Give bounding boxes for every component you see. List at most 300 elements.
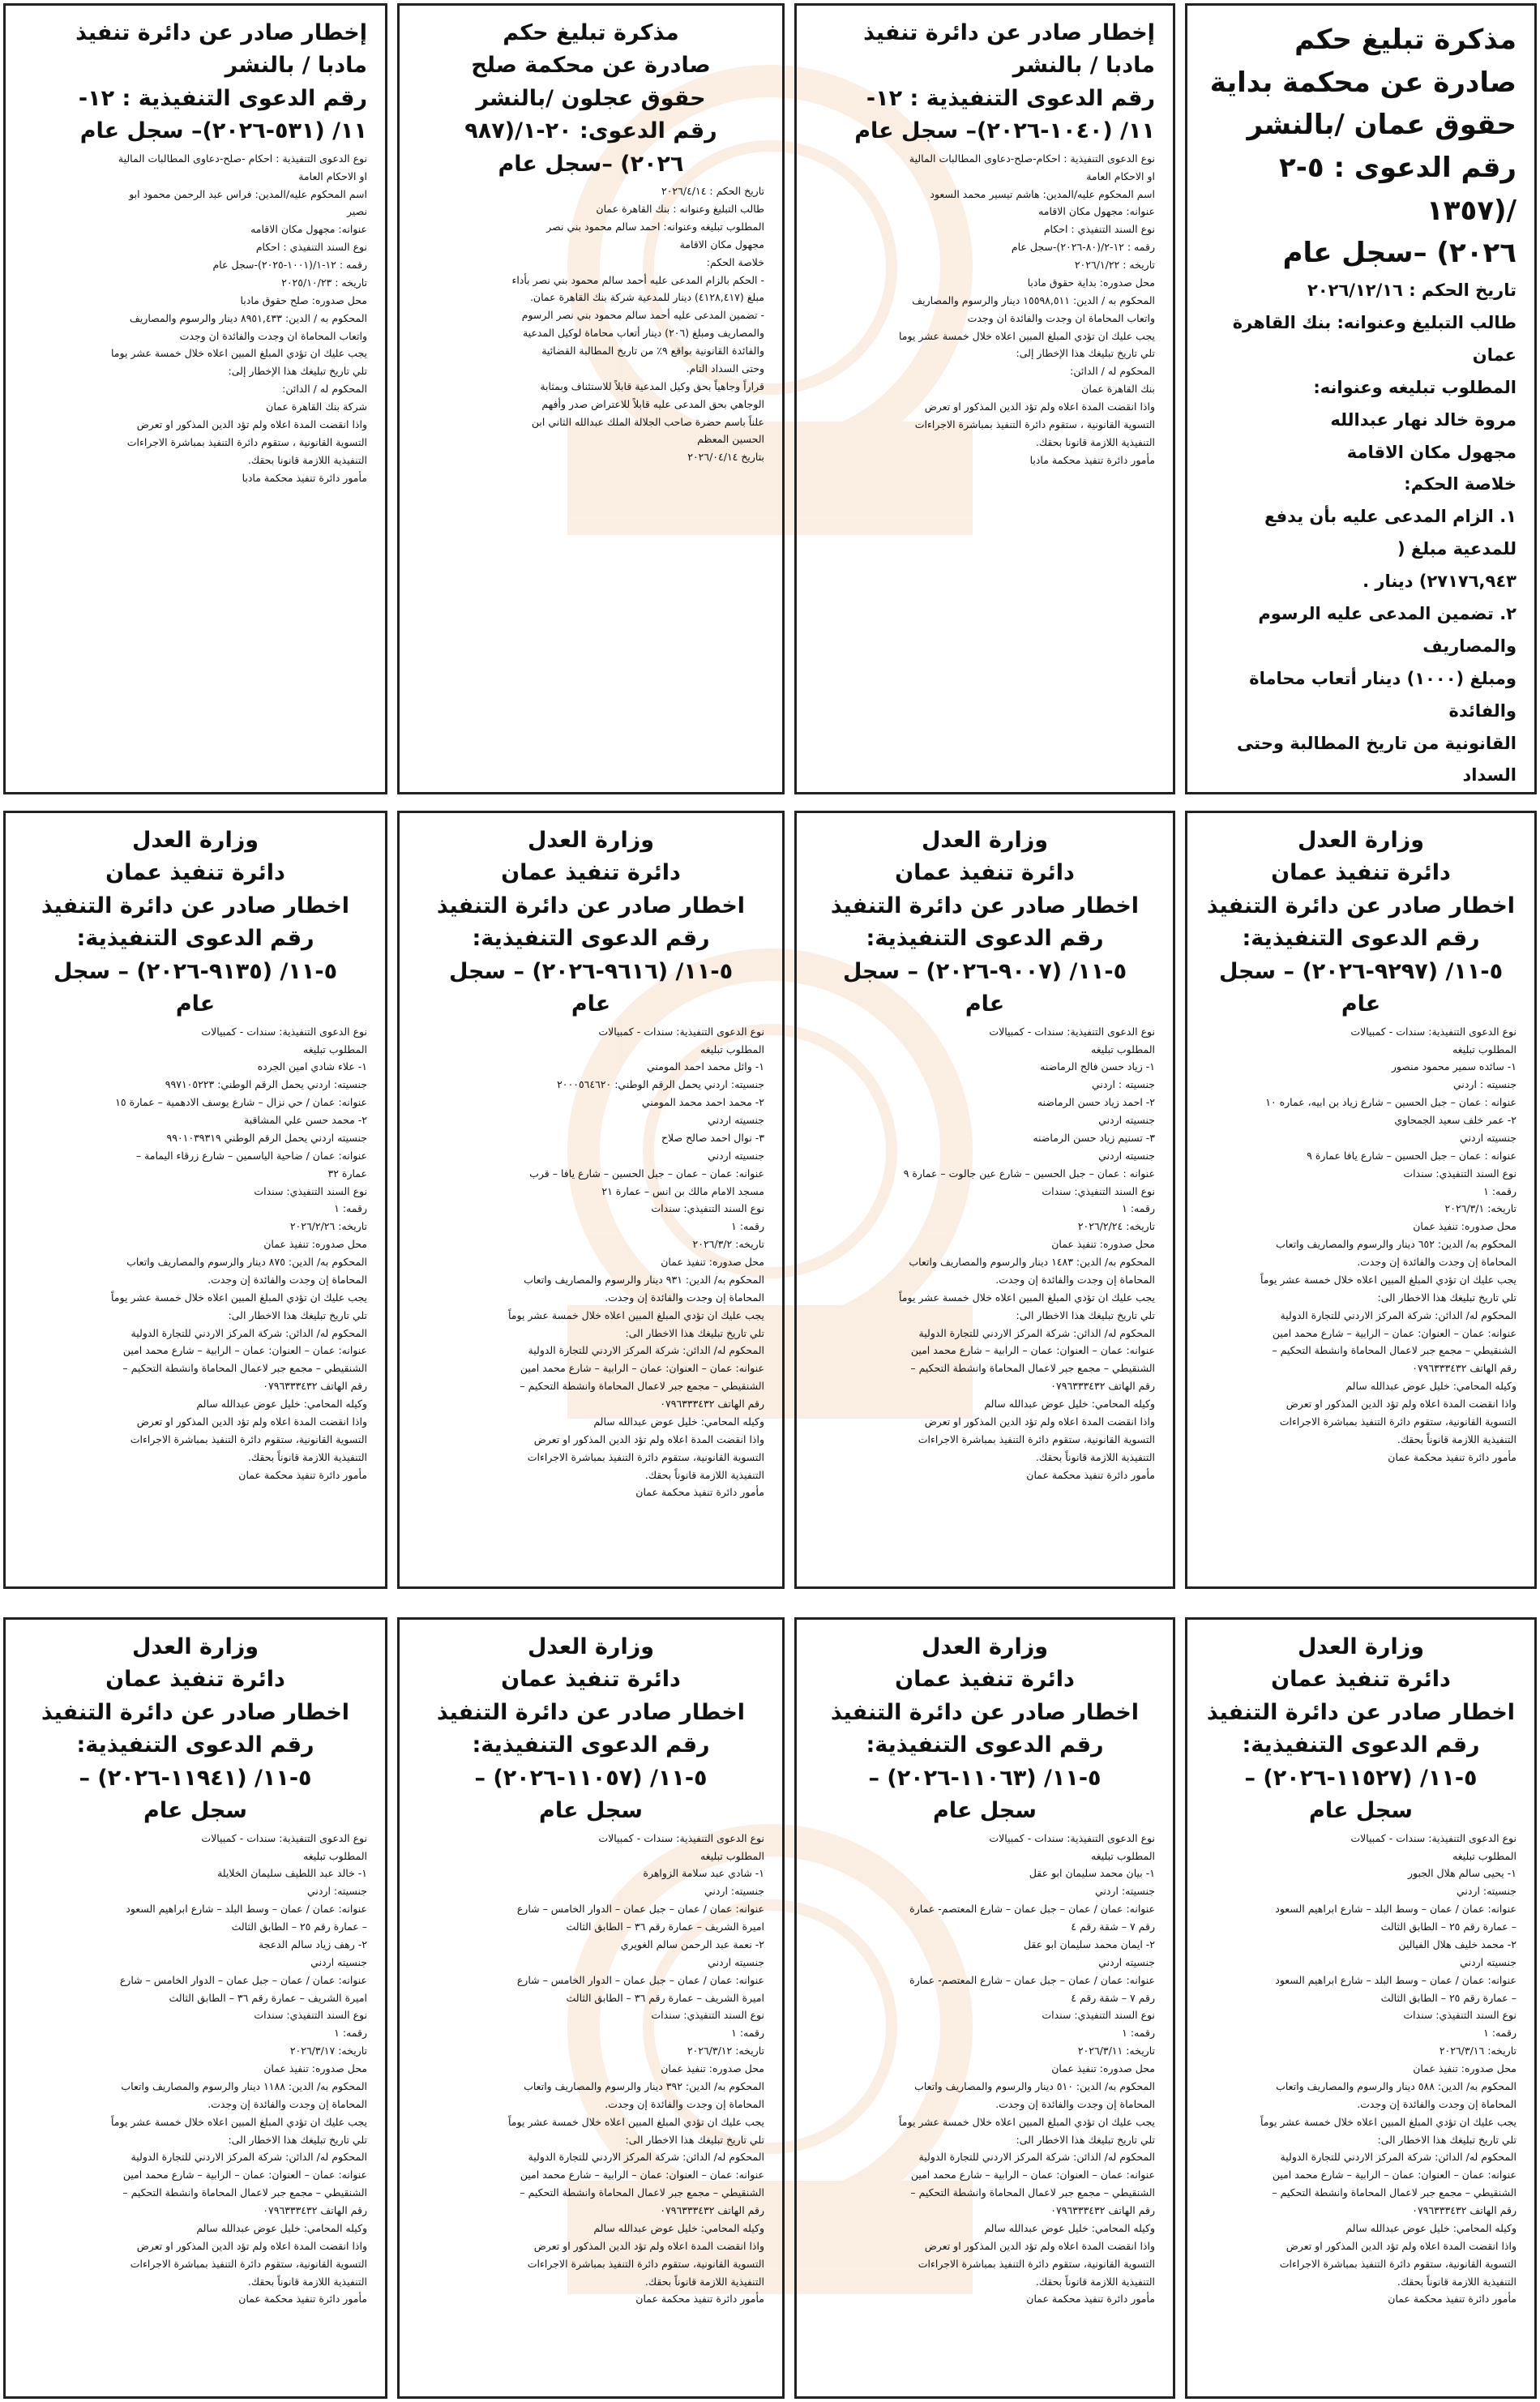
court-notice-8 (3, 811, 387, 1589)
headline-line: عام (571, 991, 611, 1017)
body-line: المحكوم به/ الدين: ١١٨٨ دينار والرسوم والمصاريف واتعاب (121, 2079, 367, 2092)
body-line: عنوانه: عمان / عمان – جبل عمان – الدوار الخامس – شارع (516, 1903, 764, 1916)
headline-line: سجل عام (539, 1798, 643, 1824)
body-line: واذا انقضت المدة اعلاه ولم تؤد الدين المذكور او تعرض (533, 1432, 764, 1445)
headline-line: عام (965, 991, 1005, 1017)
body-line: – عمارة رقم ٢٥ – الطابق الثالث (1380, 1920, 1516, 1933)
court-notice-7 (397, 811, 785, 1589)
body-line: نوع السند التنفيذي: سندات (651, 1202, 764, 1215)
body-line: المطلوب تبليغه (1452, 1849, 1516, 1862)
body-line: نوع السند التنفيذي: سندات (1403, 2009, 1516, 2022)
body-line: المحكوم له / الدائن: (1070, 365, 1155, 378)
body-line: المحكوم به / الدين: ١٥٥٩٨,٥١١ دينار والرسوم والمصاريف (912, 293, 1155, 306)
headline-line: ٥-١١/ (٩٦١٦-٢٠٢٦) – سجل (448, 958, 734, 984)
body-line (1205, 792, 1516, 794)
headline-line: اخطار صادر عن دائرة التنفيذ (41, 1699, 350, 1725)
headline-line: مذكرة تبليغ حكم (503, 20, 679, 45)
headline-line: وزارة العدل (131, 828, 259, 853)
body-line: نوع الدعوى التنفيذية: سندات - كمبيالات (201, 1025, 367, 1038)
headline-line: ٥-١١/ (١١٠٦٣-٢٠٢٦) – (868, 1765, 1102, 1791)
body-line: رقمه: ١ (1122, 1202, 1155, 1215)
body-line: عنوانه: عمان – العنوان: عمان – الرابية – شارع محمد امين (910, 2169, 1155, 2181)
body-line: نوع الدعوى التنفيذية: سندات - كمبيالات (1350, 1831, 1516, 1844)
body-line: مأمور دائرة تنفيذ محكمة عمان (635, 1486, 764, 1499)
body-line: ومبلغ (١٠٠٠) دينار أتعاب محاماة والفائدة (1249, 668, 1516, 721)
headline-line: وزارة العدل (527, 828, 655, 853)
headline-line: رقم الدعوى: ٢٠-١/(٩٨٧ (464, 118, 717, 144)
headline-line: رقم الدعوى التنفيذية: (866, 926, 1104, 952)
body-line: ٢- محمد حسن علي المشاقبة (243, 1114, 367, 1126)
body-line: وكيله المحامي: خليل عوض عبدالله سالم (984, 1398, 1155, 1410)
headline-line: اخطار صادر عن دائرة التنفيذ (1206, 1699, 1516, 1725)
body-line: رقمه: ١ (334, 1202, 367, 1215)
body-line: التنفيذية اللازمة قانوناً بحقك. (247, 2275, 367, 2288)
body-line: عنوانه: عمان – العنوان: عمان – الرابية – شارع محمد امين (1272, 1326, 1516, 1339)
headline-line: اخطار صادر عن دائرة التنفيذ (436, 893, 746, 918)
notice-headline (24, 19, 367, 147)
body-line: رقمه: ١ (1483, 2027, 1516, 2040)
body-line: نوع السند التنفيذي : احكام (255, 241, 367, 254)
notice-headline (815, 1633, 1155, 1826)
body-line: واذا انقضت المدة اعلاه ولم تؤد الدين المذكور او تعرض (533, 2239, 764, 2252)
body-line: جنسيته: اردني يحمل الرقم الوطني: ٩٩٧١٠٥٢٢٣ (165, 1078, 367, 1091)
body-line: التسوية القانونية، ستقوم دائرة التنفيذ بمباشرة الاجراءات (918, 1432, 1155, 1445)
body-line: ٢٧١٧٦,٩٤٣) دينار . (1362, 572, 1516, 592)
headline-line: وزارة العدل (1297, 1634, 1425, 1659)
body-line: التسوية القانونية، ستقوم دائرة التنفيذ بمباشرة الاجراءات (1279, 1415, 1516, 1428)
body-line: عنوانه : عمان – جبل الحسين – شارع يافا عمارة ٩ (1307, 1149, 1516, 1162)
body-line: رقم الهاتف ٠٧٩٦٣٣٣٤٣٢ (1412, 2204, 1516, 2216)
body-line: التنفيذية اللازمة قانونا بحقك. (247, 453, 367, 466)
body-line: المطلوب تبليغه (303, 1849, 367, 1862)
body-line: المحكوم له / الدائن: (282, 383, 367, 396)
notice-body (24, 1023, 367, 1484)
body-line: وكيله المحامي: خليل عوض عبدالله سالم (196, 1398, 367, 1410)
body-line: المحكوم له/ الدائن: شركة المركز الاردني للتجارة الدولية (918, 2151, 1155, 2164)
body-line: مروة خالد نهار عبدالله (1330, 409, 1516, 430)
body-line: واذا انقضت المدة اعلاه ولم تؤد الدين المذكور او تعرض (136, 1415, 367, 1428)
body-line: اميرة الشريف – عمارة رقم ٣٦ – الطابق الثالث (169, 1991, 367, 2004)
body-line: تاريخه: ٢٠٢٦/٣/١ (1444, 1202, 1516, 1215)
body-line: نوع الدعوى التنفيذية: سندات - كمبيالات (598, 1831, 764, 1844)
headline-line: دائرة تنفيذ عمان (895, 1667, 1075, 1693)
body-line: يجب عليك ان تؤدي المبلغ المبين اعلاه خلال خمسة عشر يوما (111, 347, 367, 360)
notice-body (1205, 1023, 1516, 1466)
body-line: تلي تاريخ تبليغك هذا الاخطار الى: (228, 1308, 367, 1321)
body-line: جنسيته اردني (310, 1955, 367, 1968)
notice-headline (24, 826, 367, 1020)
body-line: التسوية القانونية، ستقوم دائرة التنفيذ بمباشرة الاجراءات (130, 1432, 367, 1445)
body-line: يجب عليك ان تؤدي المبلغ المبين اعلاه خلال خمسة عشر يوماً (508, 2115, 764, 2128)
headline-line: إخطار صادر عن دائرة تنفيذ (75, 20, 367, 45)
body-line: ١- بيان محمد سليمان ابو عقل (1029, 1867, 1155, 1880)
body-line: ١- زياد حسن فالح الرماضنه (1040, 1060, 1155, 1073)
headline-line: اخطار صادر عن دائرة التنفيذ (830, 893, 1140, 918)
notice-headline (1205, 1633, 1516, 1826)
body-line: المحكوم له/ الدائن: شركة المركز الاردني للتجارة الدولية (528, 2151, 764, 2164)
body-line: ١- خالد عبد اللطيف سليمان الخلايلة (217, 1867, 367, 1880)
body-line: المطلوب تبليغه وعنوانه: احمد سالم محمود بني نصر (546, 220, 764, 233)
body-line: يجب عليك ان تؤدي المبلغ المبين اعلاه خلال خمسة عشر يوماً (508, 1308, 764, 1321)
body-line: نوع الدعوى التنفيذية: سندات - كمبيالات (598, 1025, 764, 1038)
body-line: - تضمين المدعى عليه أحمد سالم محمود بني نصر الرسوم (521, 309, 764, 322)
body-line: محل صدوره: تنفيذ عمان (1051, 2062, 1155, 2074)
headline-line: صادرة عن محكمة بداية (1209, 66, 1516, 99)
body-line: نوع الدعوى التنفيذية: سندات - كمبيالات (989, 1025, 1155, 1038)
headline-line: وزارة العدل (527, 1634, 655, 1659)
body-line: ١- سائده سمير محمود منصور (1391, 1060, 1516, 1073)
body-line: عنوانه: عمان – العنوان: عمان – الرابية – شارع محمد امين (910, 1344, 1155, 1357)
body-line: التسوية القانونية، ستقوم دائرة التنفيذ بمباشرة الاجراءات (130, 2257, 367, 2270)
headline-line: دائرة تنفيذ عمان (501, 860, 681, 886)
headline-line: ١١/ (١٠٤٠-٢٠٢٦)– سجل عام (854, 118, 1155, 144)
body-line: واذا انقضت المدة اعلاه ولم تؤد الدين المذكور او تعرض (924, 1415, 1155, 1428)
body-line: يجب عليك ان تؤدي المبلغ المبين اعلاه خلال خمسة عشر يوماً (1260, 1273, 1516, 1286)
body-line: تاريخه : ٢٠٢٦/١/٢٢ (1074, 259, 1155, 271)
body-line: وكيله المحامي: خليل عوض عبدالله سالم (593, 1415, 764, 1428)
body-line: محل صدوره: تنفيذ عمان (1413, 2062, 1516, 2074)
body-line: وكيله المحامي: خليل عوض عبدالله سالم (593, 2221, 764, 2234)
body-line: رقم الهاتف ٠٧٩٦٣٣٣٤٣٢ (660, 1398, 764, 1410)
body-line: ٢- محمد خليف هلال الفيالين (1398, 1937, 1516, 1950)
body-line: تلي تاريخ تبليغك هذا الاخطار الى: (625, 1326, 764, 1339)
body-line: خلاصة الحكم: (706, 255, 764, 268)
body-line: المحكوم به / الدين: ٨٩٥١,٤٣٣ دينار والرسوم والمصاريف (129, 311, 367, 324)
body-line: محل صدوره: تنفيذ عمان (661, 2062, 764, 2074)
body-line: عنوانه: عمان – العنوان: عمان – الرابية – شارع محمد امين (122, 1344, 367, 1357)
headline-line: رقم الدعوى التنفيذية: (472, 926, 710, 952)
body-line: عنوانه: عمان – العنوان: عمان – الرابية – شارع محمد امين (520, 2169, 764, 2181)
body-line: المحكوم به/ الدين: ٥٨٨ دينار والرسوم والمصاريف واتعاب (1276, 2079, 1516, 2092)
body-line: المحاماة إن وجدت والفائدة إن وجدت. (1357, 1256, 1516, 1268)
notice-body (1205, 1830, 1516, 2309)
notice-body (815, 150, 1155, 469)
body-line: المحاماة إن وجدت والفائدة إن وجدت. (995, 1273, 1155, 1286)
court-notice-4 (3, 3, 387, 794)
body-line: واذا انقضت المدة اعلاه ولم تؤد الدين المذكور او تعرض (924, 2239, 1155, 2252)
body-line: رقم الهاتف ٠٧٩٦٣٣٣٤٣٢ (263, 1380, 367, 1393)
body-line: يجب عليك ان تؤدي المبلغ المبين اعلاه خلال خمسة عشر يوماً (1260, 2115, 1516, 2128)
body-line: عنوانه: عمان / ضاحية الياسمين – شارع زرقاء اليمامة – (135, 1149, 367, 1162)
court-notice-2 (794, 3, 1175, 794)
body-line: تلي تاريخ تبليغك هذا الاخطار الى: (625, 2133, 764, 2146)
body-line: عنوانه: عمان – العنوان: عمان – الرابية – شارع محمد امين (122, 2169, 367, 2181)
headline-line: مادبا / بالنشر (1012, 53, 1155, 79)
body-line: يجب عليك ان تؤدي المبلغ المبين اعلاه خلال خمسة عشر يوماً (899, 2115, 1155, 2128)
court-notice-1 (1185, 3, 1537, 794)
body-line: المطلوب تبليغه (700, 1849, 764, 1862)
body-line: التنفيذية اللازمة قانوناً بحقك. (644, 1468, 764, 1481)
body-line: المحكوم له/ الدائن: شركة المركز الاردني للتجارة الدولية (918, 1326, 1155, 1339)
body-line: جنسيته اردني (708, 1114, 764, 1126)
headline-line: ٥-١١/ (٩١٣٥-٢٠٢٦) – سجل (53, 958, 338, 984)
headline-line: اخطار صادر عن دائرة التنفيذ (436, 1699, 746, 1725)
body-line: اسم المحكوم عليه/المدين: فراس عبد الرحمن محمود ابو (129, 187, 367, 200)
body-line: تلي تاريخ تبليغك هذا الإخطار إلى: (1016, 347, 1155, 360)
body-line: عنوانه: عمان / عمان – جبل عمان – الدوار الخامس – شارع (516, 1973, 764, 1986)
body-line: التسوية القانونية، ستقوم دائرة التنفيذ بمباشرة الاجراءات (527, 2257, 764, 2270)
notice-headline (1205, 826, 1516, 1020)
body-line: عنوانه: عمان / حي نزال – شارع يوسف الادهمية – عمارة ١٥ (115, 1096, 367, 1109)
body-line: ٢- رهف زياد سالم الدعجة (258, 1937, 367, 1950)
headline-line: رقم الدعوى التنفيذية: (866, 1732, 1104, 1758)
body-line: عنوانه : عمان – جبل الحسين – شارع عين جالوت – عمارة ٩ (903, 1167, 1155, 1180)
body-line: المحكوم به/ الدين: ١٤٨٣ دينار والرسوم والمصاريف واتعاب (909, 1256, 1155, 1268)
notice-headline (815, 826, 1155, 1020)
body-line: عنوانه: عمان – العنوان: عمان – الرابية – شارع محمد امين (520, 1362, 764, 1375)
body-line: بتاريخ ٢٠٢٦/٠٤/١٤ (687, 451, 764, 464)
body-line: رقم الهاتف ٠٧٩٦٣٣٣٤٣٢ (1050, 2204, 1155, 2216)
body-line: نصير (347, 205, 367, 218)
body-line: وحتى السداد التام. (686, 362, 764, 375)
body-line: المطلوب تبليغه (303, 1043, 367, 1055)
body-line: او الاحكام العامة (1086, 169, 1155, 182)
headline-line: رقم الدعوى التنفيذية: (76, 926, 314, 952)
body-line: عنوانه: مجهول مكان الاقامه (250, 223, 367, 236)
body-line: تاريخه: ٢٠٢٦/٢/٢٦ (289, 1220, 367, 1233)
body-line: القانونية من تاريخ المطالبة وحتى السداد (1236, 733, 1516, 786)
body-line: نوع السند التنفيذي : احكام (1043, 223, 1155, 236)
headline-line: دائرة تنفيذ عمان (105, 860, 285, 886)
court-notice-12 (3, 1617, 387, 2399)
body-line: عنوانه : عمان – جبل الحسين – شارع زياد بن ابيه، عماره ١٠ (1265, 1096, 1516, 1109)
body-line: رقمه: ١ (731, 1220, 764, 1233)
body-line: الشنقيطي – مجمع جبر لاعمال المحاماة وانشطة التحكيم – (910, 2186, 1155, 2199)
body-line: وكيله المحامي: خليل عوض عبدالله سالم (196, 2221, 367, 2234)
headline-line: ٥-١١/ (٩٠٠٧-٢٠٢٦) – سجل (842, 958, 1127, 984)
body-line: الشنقيطي – مجمع جبر لاعمال المحاماة وانشطة التحكيم – (1272, 2186, 1516, 2199)
body-line: نوع السند التنفيذي: سندات (1042, 1184, 1155, 1197)
notice-body (815, 1830, 1155, 2309)
headline-line: رقم الدعوى التنفيذية: (1242, 1732, 1480, 1758)
body-line: رقم ٧ – شقة رقم ٤ (1071, 1991, 1155, 2004)
body-line: التنفيذية اللازمة قانوناً بحقك. (1397, 2275, 1516, 2288)
body-line: جنسيته اردني (1460, 1131, 1516, 1144)
body-line: تلي تاريخ تبليغك هذا الإخطار إلى: (228, 365, 367, 378)
body-line: ٣- تسنيم زياد حسن الرماضنه (1033, 1131, 1155, 1144)
body-line: الشنقيطي – مجمع جبر لاعمال المحاماة وانشطة التحكيم – (520, 1380, 764, 1393)
body-line: تاريخه : ٢٠٢٥/١٠/٢٣ (281, 276, 367, 289)
body-line: رقم الهاتف ٠٧٩٦٣٣٣٤٣٢ (1050, 1380, 1155, 1393)
body-line: او الاحكام العامة (298, 169, 367, 182)
headline-line: دائرة تنفيذ عمان (105, 1667, 285, 1693)
body-line: مأمور دائرة تنفيذ محكمة عمان (1026, 1468, 1155, 1481)
headline-line: وزارة العدل (131, 1634, 259, 1659)
body-line: جنسيته: اردني (1094, 1885, 1155, 1898)
headline-line: ٥-١١/ (١١٠٥٧-٢٠٢٦) – (474, 1765, 708, 1791)
headline-line: وزارة العدل (1297, 828, 1425, 853)
body-line: ١- علاء شادي امين الجرده (257, 1060, 367, 1073)
body-line: نوع السند التنفيذي: سندات (1042, 2009, 1155, 2022)
body-line: نوع الدعوى التنفيذية: سندات - كمبيالات (989, 1831, 1155, 1844)
body-line: جنسيته: اردني (704, 1885, 764, 1898)
body-line: وكيله المحامي: خليل عوض عبدالله سالم (984, 2221, 1155, 2234)
body-line: المحاماة إن وجدت والفائدة إن وجدت. (995, 2097, 1155, 2110)
body-line: واذا انقضت المدة اعلاه ولم تؤد الدين المذكور او تعرض (136, 417, 367, 430)
body-line: محل صدوره: تنفيذ عمان (263, 2062, 367, 2074)
body-line: المحاماة إن وجدت والفائدة إن وجدت. (1357, 2097, 1516, 2110)
body-line: واتعاب المحاماة ان وجدت والفائدة ان وجدت (179, 329, 367, 342)
body-line: نوع السند التنفيذي: سندات (254, 1184, 367, 1197)
body-line: مأمور دائرة تنفيذ محكمة عمان (238, 2293, 367, 2306)
body-line: والفائدة القانونية بواقع ٩٪ من تاريخ المطالبة القضائية (541, 345, 764, 358)
body-line: التسوية القانونية ، ستقوم دائرة التنفيذ بمباشرة الاجراءات (914, 417, 1155, 430)
body-line: رقمه: ١ (1122, 2027, 1155, 2040)
body-line: رقم ٧ – شقة رقم ٤ (1071, 1920, 1155, 1933)
body-line: المطلوب تبليغه (1091, 1849, 1155, 1862)
body-line: واذا انقضت المدة اعلاه ولم تؤد الدين المذكور او تعرض (1285, 1398, 1516, 1410)
body-line: رقمه: ١ (731, 2027, 764, 2040)
body-line: جنسيته اردني (1098, 1955, 1155, 1968)
headline-line: رقم الدعوى التنفيذية : ١٢- (78, 85, 367, 111)
body-line: ١- شادي عبد سلامة الزواهرة (643, 1867, 764, 1880)
notice-headline (417, 1633, 764, 1826)
body-line: المحاماة إن وجدت والفائدة إن وجدت. (207, 1273, 367, 1286)
body-line: المحكوم به/ الدين: ٨٧٥ دينار والرسوم والمصاريف واتعاب (126, 1256, 367, 1268)
notice-headline (815, 19, 1155, 147)
notice-headline (417, 826, 764, 1020)
body-line: والمصاريف ومبلغ (٢٠٦) دينار أتعاب محاماة لوكيل المدعية (523, 327, 764, 340)
body-line: المحاماة إن وجدت والفائدة إن وجدت. (605, 1291, 764, 1304)
body-line: نوع السند التنفيذي: سندات (1403, 1167, 1516, 1180)
body-line: مجهول مكان الاقامة (1346, 442, 1516, 462)
body-line: المحكوم به/ الدين: ٩٣١ دينار والرسوم والمصاريف واتعاب (524, 1273, 764, 1286)
headline-line: دائرة تنفيذ عمان (501, 1667, 681, 1693)
body-line: المطلوب تبليغه (1091, 1043, 1155, 1055)
body-line: المطلوب تبليغه (1452, 1043, 1516, 1055)
body-line: جنسيته: اردني (306, 1885, 367, 1898)
notice-body (417, 182, 764, 466)
body-line: ٢- محمد احمد محمد المومني (641, 1096, 764, 1109)
body-line: مجهول مكان الاقامة (679, 238, 764, 250)
body-line: يجب عليك ان تؤدي المبلغ المبين اعلاه خلال خمسة عشر يوماً (111, 1291, 367, 1304)
court-notice-3 (397, 3, 785, 794)
notice-headline (417, 19, 764, 179)
body-line: محل صدوره: تنفيذ عمان (1413, 1220, 1516, 1233)
body-line: تلي تاريخ تبليغك هذا الاخطار الى: (1377, 2133, 1516, 2146)
body-line: جنسيته : اردني (1452, 1078, 1516, 1091)
body-line: مأمور دائرة تنفيذ محكمة عمان (238, 1468, 367, 1481)
body-line: رقمه : ١٢-١/(١٠٠١-٢٠٢٥)-سجل عام (212, 259, 367, 271)
body-line: عنوانه: عمان / عمان – جبل عمان – الدوار الخامس – شارع (119, 1973, 367, 1986)
body-line: التسوية القانونية، ستقوم دائرة التنفيذ بمباشرة الاجراءات (527, 1450, 764, 1463)
body-line: تاريخه: ٢٠٢٦/٣/١١ (1077, 2044, 1155, 2057)
body-line: واذا انقضت المدة اعلاه ولم تؤد الدين المذكور او تعرض (1285, 2239, 1516, 2252)
headline-line: مادبا / بالنشر (225, 53, 367, 79)
body-line: وكيله المحامي: خليل عوض عبدالله سالم (1345, 1380, 1516, 1393)
body-line: التنفيذية اللازمة قانوناً بحقك. (1035, 2275, 1155, 2288)
body-line: جنسيته اردني (708, 1955, 764, 1968)
body-line: مأمور دائرة تنفيذ محكمة عمان (1026, 2293, 1155, 2306)
body-line: واذا انقضت المدة اعلاه ولم تؤد الدين المذكور او تعرض (924, 400, 1155, 413)
body-line: ٢- ايمان محمد سليمان ابو عقل (1023, 1937, 1155, 1950)
headline-line: ٥-١١/ (١١٩٤١-٢٠٢٦) – (79, 1765, 312, 1791)
body-line: اميرة الشريف – عمارة رقم ٣٦ – الطابق الثالث (566, 1991, 764, 2004)
body-line: رقم الهاتف ٠٧٩٦٣٣٣٤٣٢ (1412, 1362, 1516, 1375)
body-line: يجب عليك ان تؤدي المبلغ المبين اعلاه خلال خمسة عشر يوما (899, 329, 1155, 342)
body-line: عمارة ٣٢ (327, 1167, 367, 1180)
body-line: تلي تاريخ تبليغك هذا الاخطار الى: (1016, 2133, 1155, 2146)
body-line: نوع الدعوى التنفيذية: سندات - كمبيالات (1350, 1025, 1516, 1038)
body-line: جنسيته : اردني (1091, 1078, 1155, 1091)
body-line: عنوانه: عمان – عمان – جبل الحسين – شارع يافا – قرب (529, 1167, 764, 1180)
body-line: جنسيته اردني يحمل الرقم الوطني ٩٩٠١٠٣٩٣١٩ (166, 1131, 367, 1144)
headline-line: ٥-١١/ (٩٢٩٧-٢٠٢٦) – سجل (1218, 958, 1504, 984)
headline-line: دائرة تنفيذ عمان (1271, 1667, 1451, 1693)
headline-line: رقم الدعوى : ٥-٢ /(١٣٥٧ (1278, 152, 1516, 227)
body-line: نوع الدعوى التنفيذية : احكام -صلح-دعاوى المطالبات المالية (118, 152, 367, 165)
notice-body (815, 1023, 1155, 1484)
body-line: ١. الزام المدعى عليه بأن يدفع للمدعية مبلغ ( (1264, 507, 1516, 559)
body-line: نوع السند التنفيذي: سندات (651, 2009, 764, 2022)
body-line: الوجاهي بحق المدعى عليه قابلاً للاعتراض صدر وأفهم (541, 397, 764, 410)
body-line: المحكوم له/ الدائن: شركة المركز الاردني للتجارة الدولية (1280, 1308, 1516, 1321)
headline-line: وزارة العدل (921, 1634, 1049, 1659)
body-line: مبلغ (٤١٢٨,٤١٧) دينار للمدعية شركة بنك القاهرة عمان. (529, 291, 764, 304)
headline-line: صادرة عن محكمة صلح (471, 53, 711, 79)
body-line: المحكوم له/ الدائن: شركة المركز الاردني للتجارة الدولية (130, 2151, 367, 2164)
body-line: تاريخ الحكم : ٢٠٢٦/١٢/١٦ (1307, 280, 1516, 301)
headline-line: حقوق عجلون /بالنشر (476, 85, 706, 111)
body-line: جنسيته: اردني (1456, 1885, 1516, 1898)
body-line: جنسيته اردني (1098, 1149, 1155, 1162)
headline-line: سجل عام (143, 1798, 247, 1824)
court-notice-5 (1185, 811, 1537, 1589)
notice-body (1205, 275, 1516, 794)
body-line: تاريخ الحكم : ٢٠٢٦/٤/١٤ (661, 185, 764, 198)
court-notice-10 (794, 1617, 1175, 2399)
body-line: ٢. تضمين المدعى عليه الرسوم والمصاريف (1258, 604, 1516, 656)
body-line: مسجد الامام مالك بن انس – عمارة ٢١ (601, 1184, 764, 1197)
headline-line: سجل عام (1309, 1798, 1413, 1824)
body-line: عنوانه: عمان / عمان – وسط البلد – شارع ابراهيم السعود (126, 1903, 367, 1916)
headline-line: ٥-١١/ (١١٥٢٧-٢٠٢٦) – (1244, 1765, 1478, 1791)
body-line: المحاماة إن وجدت والفائدة إن وجدت. (605, 2097, 764, 2110)
body-line: المحكوم له/ الدائن: شركة المركز الاردني للتجارة الدولية (130, 1326, 367, 1339)
body-line: رقم الهاتف ٠٧٩٦٣٣٣٤٣٢ (263, 2204, 367, 2216)
body-line: نوع الدعوى التنفيذية : احكام-صلح-دعاوى المطالبات المالية (909, 152, 1155, 165)
body-line: التنفيذية اللازمة قانوناً بحقك. (1035, 1450, 1155, 1463)
headline-line: دائرة تنفيذ عمان (1271, 860, 1451, 886)
body-line: واذا انقضت المدة اعلاه ولم تؤد الدين المذكور او تعرض (136, 2239, 367, 2252)
body-line: – عمارة رقم ٢٥ – الطابق الثالث (231, 1920, 367, 1933)
headline-line: مذكرة تبليغ حكم (1294, 24, 1516, 56)
body-line: يجب عليك ان تؤدي المبلغ المبين اعلاه خلال خمسة عشر يوماً (111, 2115, 367, 2128)
body-line: واتعاب المحاماة ان وجدت والفائدة ان وجدت (967, 311, 1155, 324)
body-line: طالب التبليغ وعنوانه : بنك القاهرة عمان (596, 203, 764, 216)
notice-body (24, 150, 367, 487)
body-line: تاريخه: ٢٠٢٦/٣/١٢ (687, 2044, 764, 2057)
body-line: التنفيذية اللازمة قانوناً بحقك. (247, 1450, 367, 1463)
court-notice-6 (794, 811, 1175, 1589)
body-line: التنفيذية اللازمة قانوناً بحقك. (644, 2275, 764, 2288)
body-line: المطلوب تبليغه وعنوانه: (1313, 377, 1516, 397)
body-line: ٢- احمد زياد حسن الرماضنه (1037, 1096, 1155, 1109)
body-line: المحكوم به/ الدين: ٥١٠ دينار والرسوم والمصاريف واتعاب (914, 2079, 1155, 2092)
body-line: التسوية القانونية، ستقوم دائرة التنفيذ بمباشرة الاجراءات (918, 2257, 1155, 2270)
body-line: مأمور دائرة تنفيذ محكمة عمان (1388, 2293, 1516, 2306)
headline-line: ١١/ (٥٣١-٢٠٢٦)– سجل عام (79, 118, 367, 144)
body-line: المحكوم به/ الدين: ٣٩٢ دينار والرسوم والمصاريف واتعاب (524, 2079, 764, 2092)
body-line: ٣- نوال احمد صالح صلاح (661, 1131, 764, 1144)
body-line: ١- يحيى سالم هلال الجبور (1407, 1867, 1516, 1880)
body-line: جنسيته اردني (1460, 1955, 1516, 1968)
body-line: عنوانه: عمان / عمان – جبل عمان – شارع المعتصم- عمارة (909, 1973, 1155, 1986)
body-line: المحكوم له/ الدائن: شركة المركز الاردني للتجارة الدولية (1280, 2151, 1516, 2164)
headline-line: رقم الدعوى التنفيذية: (76, 1732, 314, 1758)
body-line: رقمه : ١٢-٢/(٨٠-٢٠٢٦)-سجل عام (1011, 241, 1155, 254)
body-line: شركة بنك القاهرة عمان (266, 400, 367, 413)
